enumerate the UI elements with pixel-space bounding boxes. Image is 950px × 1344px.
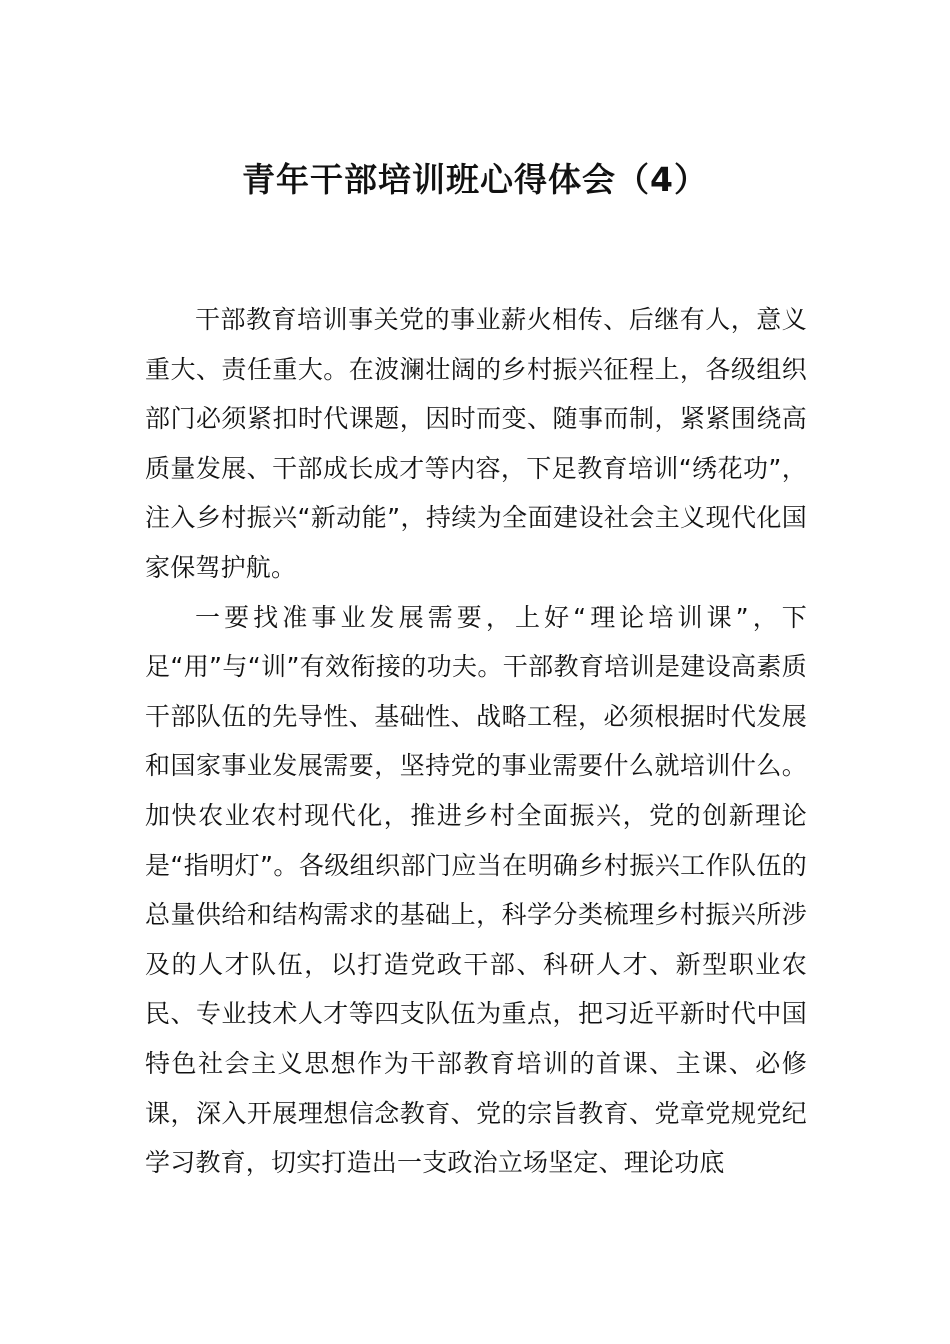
paragraph-point-one: 一要找准事业发展需要，上好“理论培训课”，下足“用”与“训”有效衔接的功夫。干部教育培训是建设高素质干部队伍的先导性、基础性、战略工程，必须根据时代发展和国家事业发展需要，坚持党的事业需要什么就培训什么。加快农业农村现代化，推进乡村全面振兴，党的创新理论是“指明灯”。各级组织部门应当在明确乡村振兴工作队伍的总量供给和结构需求的基础上，科学分类梳理乡村振兴所涉及的人才队伍，以打造党政干部、科研人才、新型职业农民、专业技术人才等四支队伍为重点，把习近平新时代中国特色社会主义思想作为干部教育培训的首课、主课、必修课，深入开展理想信念教育、党的宗旨教育、党章党规党纪学习教育，切实打造出一支政治立场坚定、理论功底	[145, 602, 807, 1178]
document-title: 青年干部培训班心得体会（4）	[242, 160, 708, 199]
paragraph-intro: 干部教育培训事关党的事业薪火相传、后继有人，意义重大、责任重大。在波澜壮阔的乡村振兴征程上，各级组织部门必须紧扣时代课题，因时而变、随事而制，紧紧围绕高质量发展、干部成长成才等内容，下足教育培训“绣花功”，注入乡村振兴“新动能”，持续为全面建设社会主义现代化国家保驾护航。	[145, 305, 807, 582]
document-body	[145, 295, 807, 1188]
